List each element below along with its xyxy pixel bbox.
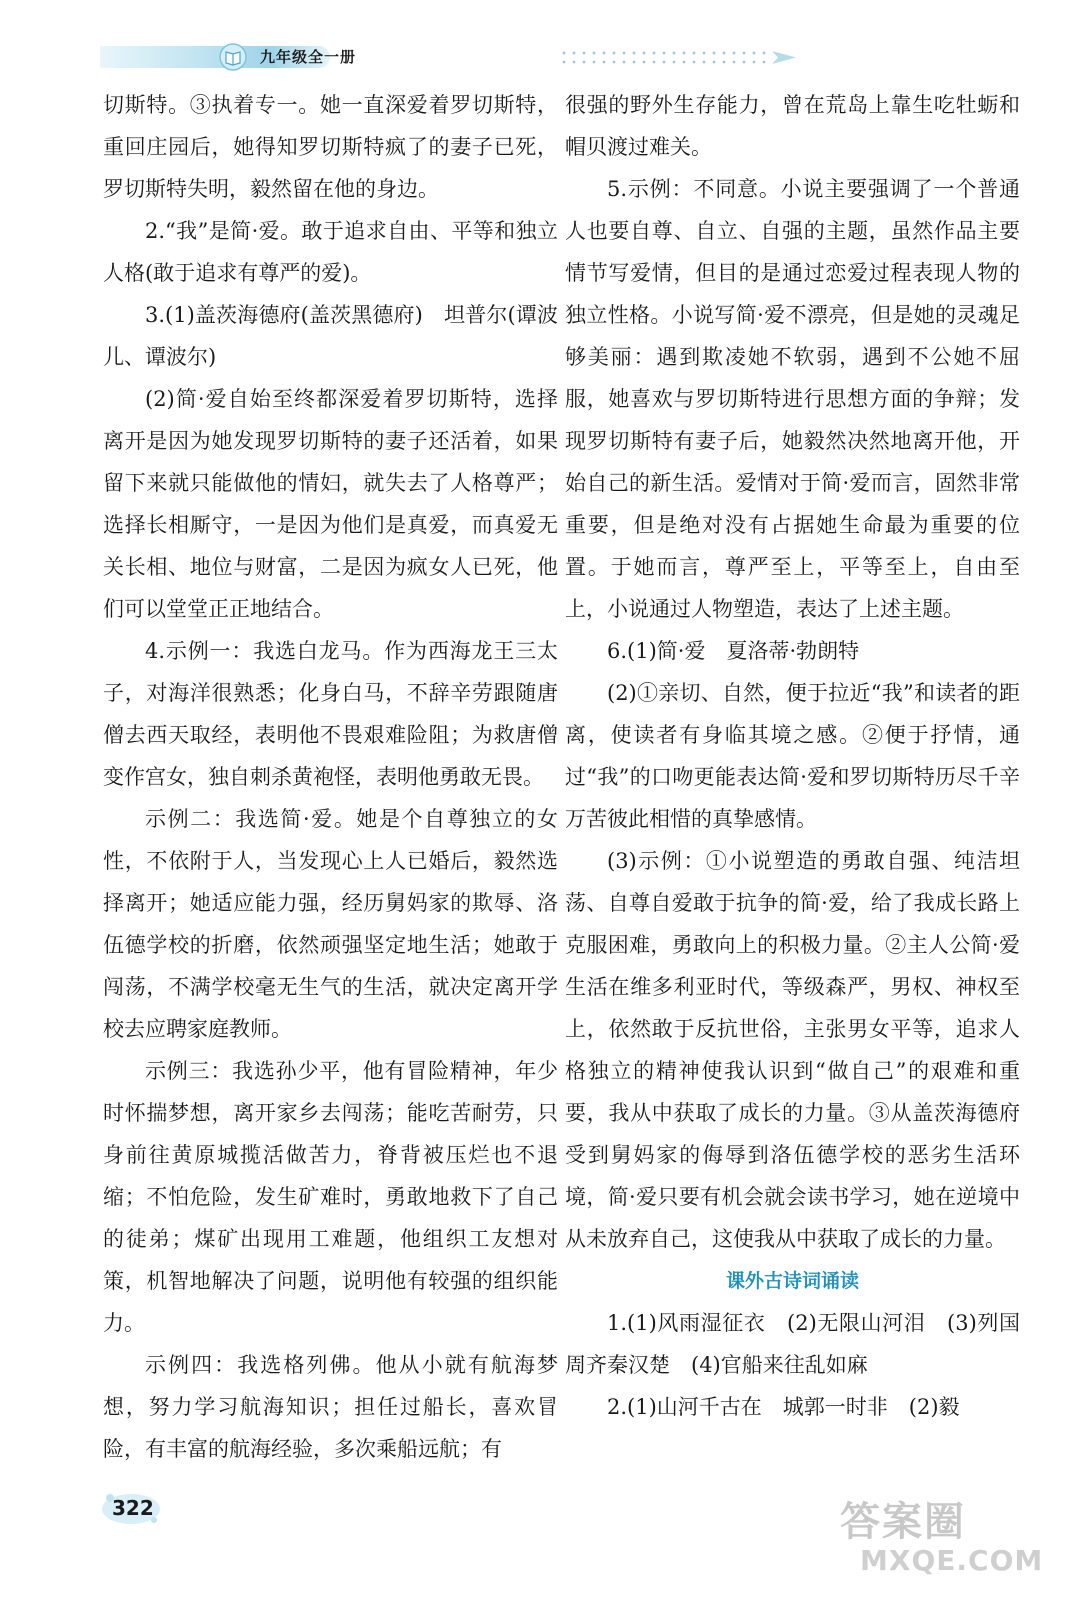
answer-paragraph: 5.示例：不同意。小说主要强调了一个普通人也要自尊、自立、自强的主题，虽然作品主要情节写爱情，但目的是通过恋爱过程表现人物的独立性格。小说写简·爱不漂亮，但是她的灵魂足够美丽：遇到欺凌她不软弱，遇到不公她不屈服，她喜欢与罗切斯特进行思想方面的争辩；发现罗切斯特有妻子后，她毅然决然地离开他，开始自己的新生活。爱情对于简·爱而言，固然非常重要，但是绝对没有占据她生命最为重要的位置。于她而言，尊严至上，平等至上，自由至上，小说通过人物塑造，表达了上述主题。: [565, 177, 1020, 621]
answer-paragraph: 6.(1)简·爱 夏洛蒂·勃朗特: [607, 639, 860, 663]
answer-paragraph: 示例二：我选简·爱。她是个自尊独立的女性，不依附于人，当发现心上人已婚后，毅然选择离开；她适应能力强，经历舅妈家的欺辱、洛伍德学校的折磨，依然顽强坚定地生活；她敢于闯荡，不满学校毫无生气的生活，就决定离开学校去应聘家庭教师。: [103, 807, 558, 1041]
page-number-badge: [100, 1490, 170, 1530]
answer-paragraph: 2.“我”是简·爱。敢于追求自由、平等和独立人格(敢于追求有尊严的爱)。: [103, 219, 558, 285]
answer-paragraph: 4.示例一：我选白龙马。作为西海龙王三太子，对海洋很熟悉；化身白马，不辞辛劳跟随唐僧去西天取经，表明他不畏艰难险阻；为救唐僧变作宫女，独自刺杀黄袍怪，表明他勇敢无畏。: [103, 639, 558, 789]
answer-paragraph: (2)①亲切、自然，便于拉近“我”和读者的距离，使读者有身临其境之感。②便于抒情，通过“我”的口吻更能表达简·爱和罗切斯特历尽千辛万苦彼此相惜的真挚感情。: [565, 681, 1020, 831]
section-heading: 课外古诗词诵读: [725, 1270, 859, 1292]
page-header: [100, 40, 800, 76]
book-badge-icon: [218, 42, 248, 72]
page-number: 322: [112, 1496, 154, 1520]
answer-paragraph: 2.(1)山河千古在 城郭一时非 (2)毅: [607, 1395, 960, 1419]
watermark-logo: 答案圈: [840, 1499, 966, 1545]
answer-paragraph: 1.(1)风雨湿征衣 (2)无限山河泪 (3)列国周齐秦汉楚 (4)官船来往乱如麻: [565, 1311, 1020, 1377]
header-dotted-arrow: [560, 46, 860, 70]
site-watermark: [840, 1490, 1070, 1590]
answer-paragraph: 很强的野外生存能力，曾在荒岛上靠生吃牡蛎和帽贝渡过难关。: [565, 93, 1020, 159]
answer-paragraph: 3.(1)盖茨海德府(盖茨黑德府) 坦普尔(谭波儿、谭波尔): [103, 303, 558, 369]
answer-paragraph: (2)简·爱自始至终都深爱着罗切斯特，选择离开是因为她发现罗切斯特的妻子还活着，如果留下来就只能做他的情妇，就失去了人格尊严；选择长相厮守，一是因为他们是真爱，而真爱无关长相、地位与财富，二是因为疯女人已死，他们可以堂堂正正地结合。: [103, 387, 558, 621]
left-column: [103, 84, 558, 1470]
right-column: [565, 84, 1020, 1428]
header-title: 九年级全一册: [260, 48, 357, 66]
answer-paragraph: 示例四：我选格列佛。他从小就有航海梦想，努力学习航海知识；担任过船长，喜欢冒险，有丰富的航海经验，多次乘船远航；有: [103, 1353, 558, 1461]
watermark-url: MXQE.COM: [860, 1544, 1044, 1577]
answer-paragraph: 切斯特。③执着专一。她一直深爱着罗切斯特，重回庄园后，她得知罗切斯特疯了的妻子已死，罗切斯特失明，毅然留在他的身边。: [103, 93, 558, 201]
answer-paragraph: (3)示例：①小说塑造的勇敢自强、纯洁坦荡、自尊自爱敢于抗争的简·爱，给了我成长路上克服困难，勇敢向上的积极力量。②主人公简·爱生活在维多利亚时代，等级森严，男权、神权至上，依然敢于反抗世俗，主张男女平等，追求人格独立的精神使我认识到“做自己”的艰难和重要，我从中获取了成长的力量。③从盖茨海德府受到舅妈家的侮辱到洛伍德学校的恶劣生活环境，简·爱只要有机会就会读书学习，她在逆境中从未放弃自己，这使我从中获取了成长的力量。: [565, 849, 1020, 1251]
answer-paragraph: 示例三：我选孙少平，他有冒险精神，年少时怀揣梦想，离开家乡去闯荡；能吃苦耐劳，只身前往黄原城揽活做苦力，脊背被压烂也不退缩；不怕危险，发生矿难时，勇敢地救下了自己的徒弟；煤矿出现用工难题，他组织工友想对策，机智地解决了问题，说明他有较强的组织能力。: [103, 1059, 558, 1335]
